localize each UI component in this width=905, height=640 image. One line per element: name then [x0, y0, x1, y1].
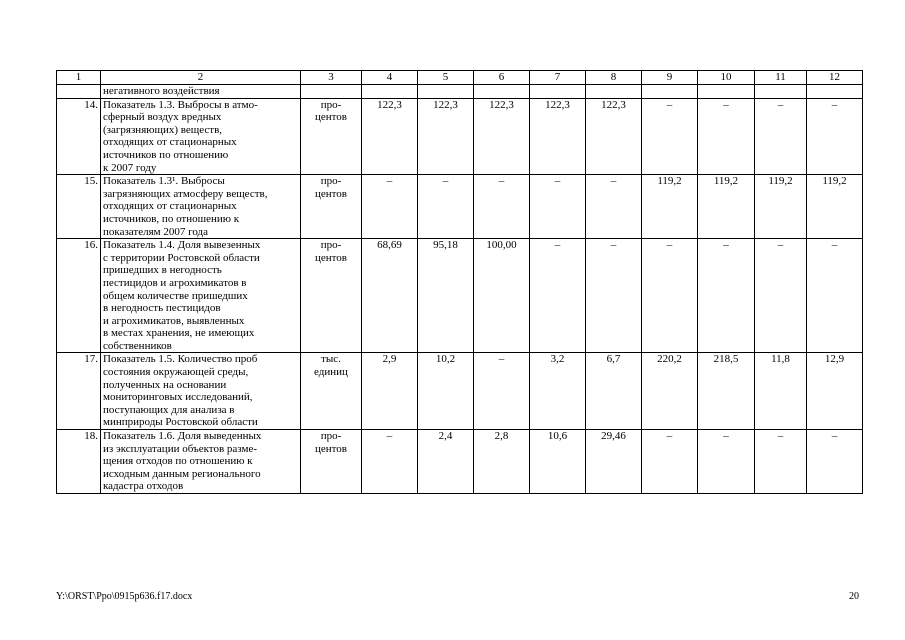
table-row [57, 353, 863, 430]
value-cell: 122,3 [586, 98, 642, 175]
value-cell: 10,2 [418, 353, 474, 430]
value-cell [474, 85, 530, 99]
footer-file-path: Y:\ORST\Ppo\0915p636.f17.docx [56, 591, 193, 602]
value-cell: – [362, 430, 418, 494]
value-cell: 68,69 [362, 239, 418, 353]
row-number-cell: 16. [57, 239, 101, 353]
column-number-row [57, 71, 863, 85]
value-cell: – [530, 239, 586, 353]
value-cell: – [807, 430, 863, 494]
value-cell: – [418, 175, 474, 239]
value-cell: 3,2 [530, 353, 586, 430]
continuation-row [57, 85, 863, 99]
value-cell: 12,9 [807, 353, 863, 430]
value-cell: – [362, 175, 418, 239]
value-cell: 122,3 [474, 98, 530, 175]
indicator-name-cell: Показатель 1.3. Выбросы в атмо- сферный воздух вредных (загрязняющих) веществ, отходящих от стационарных источников по отношению к 2007 году [101, 98, 301, 175]
row-number-cell: 18. [57, 430, 101, 494]
column-number-cell: 7 [530, 71, 586, 85]
table-row [57, 239, 863, 353]
unit-cell [301, 85, 362, 99]
value-cell: – [474, 175, 530, 239]
table-body [57, 71, 863, 494]
table-row [57, 175, 863, 239]
value-cell: – [698, 430, 755, 494]
unit-cell: про- центов [301, 98, 362, 175]
unit-cell: тыс. единиц [301, 353, 362, 430]
page-number: 20 [849, 591, 859, 602]
row-number-cell: 17. [57, 353, 101, 430]
value-cell: 122,3 [418, 98, 474, 175]
value-cell: – [642, 98, 698, 175]
indicator-name-cell: Показатель 1.4. Доля вывезенных с территории Ростовской области пришедших в негодность пестицидов и агрохимикатов в общем количестве пришедших в негодность пестицидов и агрохимикатов, выявленных в местах хранения, не имеющих собственников [101, 239, 301, 353]
indicator-name-cell: Показатель 1.3¹. Выбросы загрязняющих атмосферу веществ, отходящих от стационарных источников, по отношению к показателям 2007 года [101, 175, 301, 239]
value-cell [755, 85, 807, 99]
value-cell: – [698, 239, 755, 353]
unit-cell: про- центов [301, 239, 362, 353]
column-number-cell: 2 [101, 71, 301, 85]
value-cell: – [586, 175, 642, 239]
row-number-cell: 14. [57, 98, 101, 175]
column-number-cell: 3 [301, 71, 362, 85]
value-cell: – [642, 430, 698, 494]
value-cell: 2,8 [474, 430, 530, 494]
value-cell: 6,7 [586, 353, 642, 430]
value-cell [807, 85, 863, 99]
value-cell: – [807, 239, 863, 353]
value-cell: – [807, 98, 863, 175]
column-number-cell: 10 [698, 71, 755, 85]
unit-cell: про- центов [301, 175, 362, 239]
value-cell: – [755, 98, 807, 175]
value-cell: 2,9 [362, 353, 418, 430]
column-number-cell: 9 [642, 71, 698, 85]
column-number-cell: 11 [755, 71, 807, 85]
value-cell: 29,46 [586, 430, 642, 494]
value-cell: 119,2 [807, 175, 863, 239]
column-number-cell: 8 [586, 71, 642, 85]
value-cell: 220,2 [642, 353, 698, 430]
indicator-table [56, 70, 863, 494]
value-cell [530, 85, 586, 99]
value-cell: 119,2 [698, 175, 755, 239]
indicator-name-cell: Показатель 1.5. Количество проб состояния окружающей среды, полученных на основании мониторинговых исследований, поступающих для анализа в минприроды Ростовской области [101, 353, 301, 430]
value-cell: 122,3 [530, 98, 586, 175]
value-cell: – [755, 430, 807, 494]
column-number-cell: 12 [807, 71, 863, 85]
column-number-cell: 6 [474, 71, 530, 85]
value-cell: – [586, 239, 642, 353]
value-cell: – [698, 98, 755, 175]
value-cell: 11,8 [755, 353, 807, 430]
column-number-cell: 5 [418, 71, 474, 85]
table-row [57, 430, 863, 494]
value-cell: 95,18 [418, 239, 474, 353]
value-cell: 122,3 [362, 98, 418, 175]
table-row [57, 98, 863, 175]
indicator-name-cell: негативного воздействия [101, 85, 301, 99]
value-cell: 119,2 [642, 175, 698, 239]
value-cell: – [474, 353, 530, 430]
value-cell: 100,00 [474, 239, 530, 353]
value-cell [642, 85, 698, 99]
value-cell: 218,5 [698, 353, 755, 430]
column-number-cell: 1 [57, 71, 101, 85]
unit-cell: про- центов [301, 430, 362, 494]
value-cell: – [755, 239, 807, 353]
value-cell: 119,2 [755, 175, 807, 239]
indicator-name-cell: Показатель 1.6. Доля выведенных из эксплуатации объектов разме- щения отходов по отношению к исходным данным регионального кадастра отходов [101, 430, 301, 494]
row-number-cell: 15. [57, 175, 101, 239]
value-cell [418, 85, 474, 99]
value-cell: – [530, 175, 586, 239]
value-cell: – [642, 239, 698, 353]
value-cell: 2,4 [418, 430, 474, 494]
value-cell [698, 85, 755, 99]
row-number-cell [57, 85, 101, 99]
column-number-cell: 4 [362, 71, 418, 85]
value-cell: 10,6 [530, 430, 586, 494]
value-cell [586, 85, 642, 99]
value-cell [362, 85, 418, 99]
